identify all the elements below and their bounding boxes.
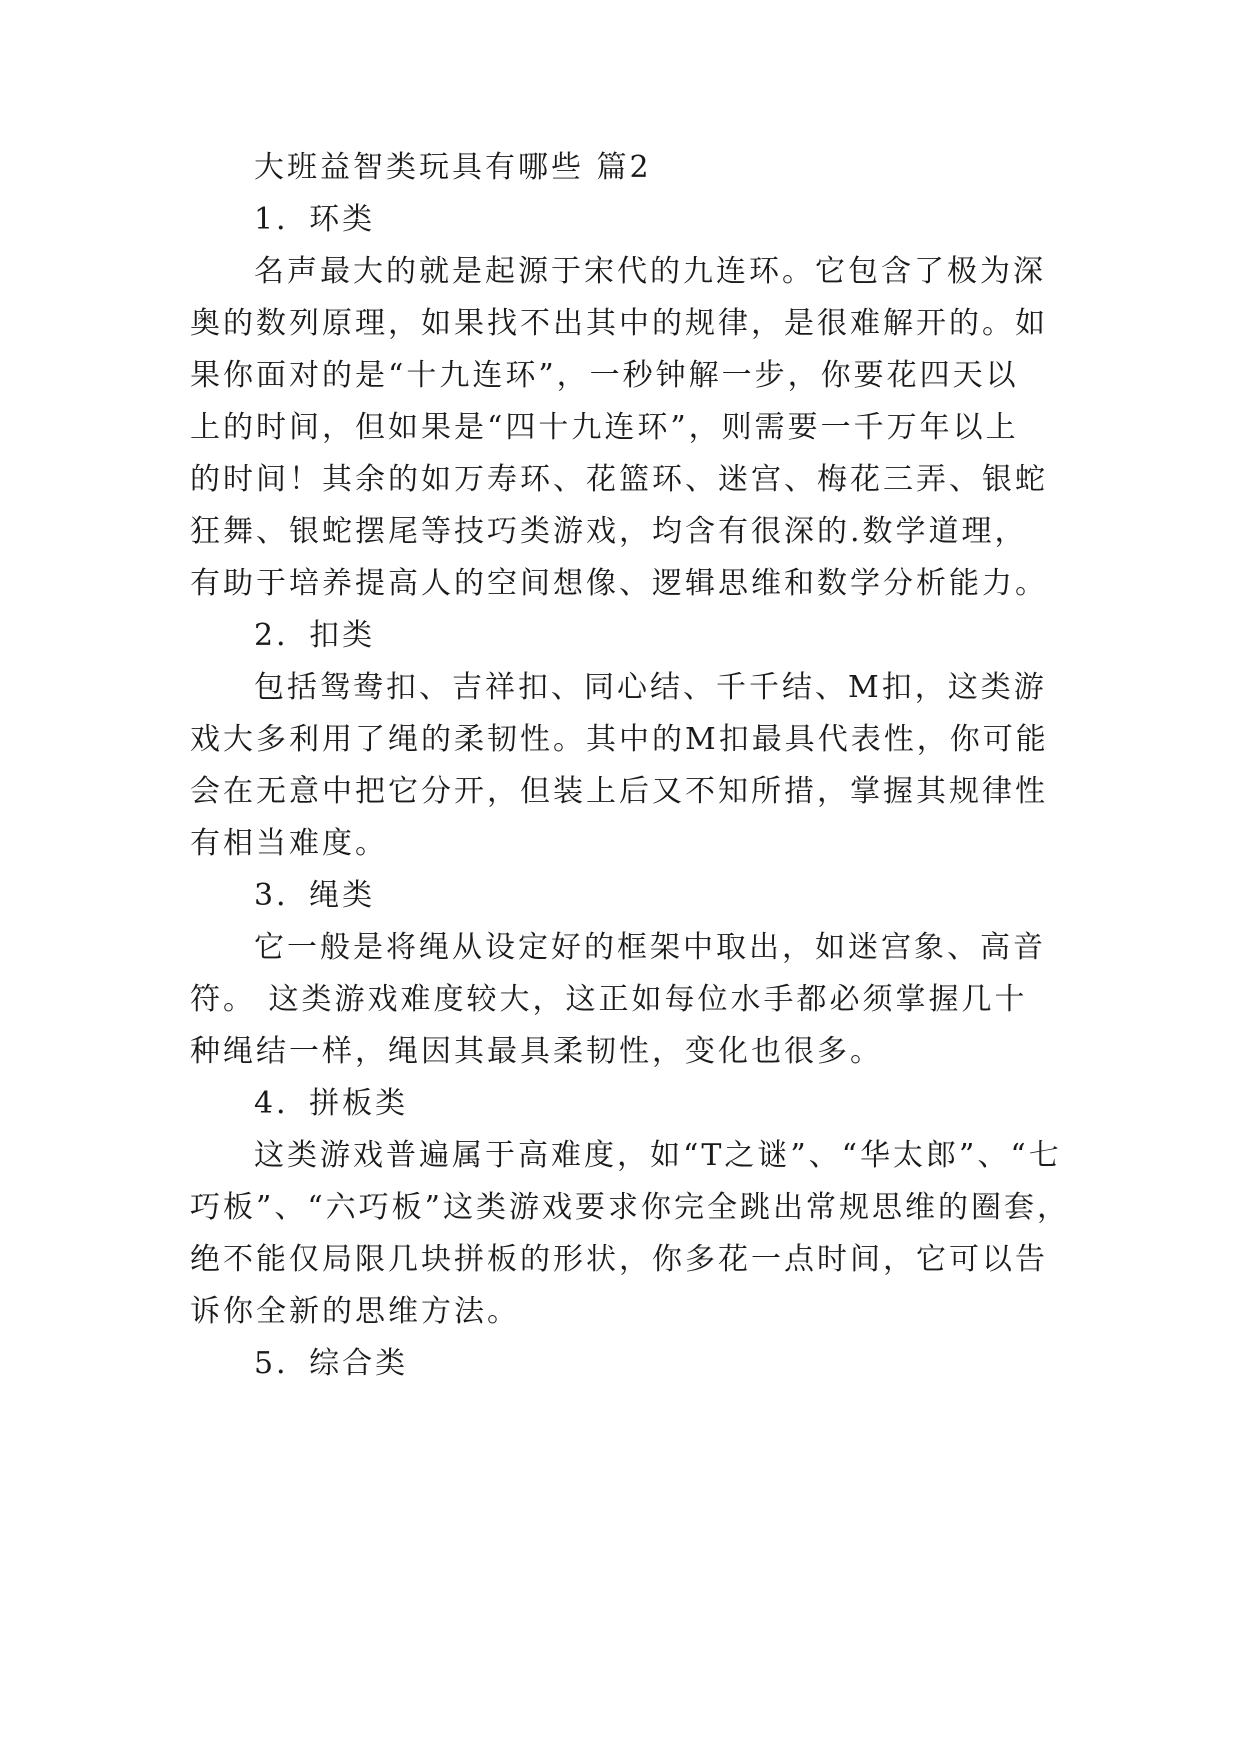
paragraph-line: 它一般是将绳从设定好的框架中取出，如迷宫象、高音 xyxy=(254,930,1046,965)
paragraph-line: 名声最大的就是起源于宋代的九连环。它包含了极为深 xyxy=(254,254,1046,289)
paragraph-line: 种绳结一样，绳因其最具柔韧性，变化也很多。 xyxy=(190,1034,883,1069)
paragraph-line: 会在无意中把它分开，但装上后又不知所措，掌握其规律性 xyxy=(190,774,1048,809)
paragraph-line: 有助于培养提高人的空间想像、逻辑思维和数学分析能力。 xyxy=(190,566,1048,601)
document-title: 大班益智类玩具有哪些 篇2 xyxy=(254,150,652,185)
paragraph-line: 戏大多利用了绳的柔韧性。其中的M扣最具代表性，你可能 xyxy=(190,722,1049,757)
paragraph-line: 绝不能仅局限几块拼板的形状，你多花一点时间，它可以告 xyxy=(190,1242,1048,1277)
section-heading-3: 3．绳类 xyxy=(254,878,376,913)
paragraph-line: 这类游戏普遍属于高难度，如“T之谜”、“华太郎”、“七 xyxy=(254,1138,1062,1173)
paragraph-line: 果你面对的是“十九连环”，一秒钟解一步，你要花四天以 xyxy=(190,358,1019,393)
section-heading-5: 5．综合类 xyxy=(254,1346,409,1381)
section-heading-2: 2．扣类 xyxy=(254,618,376,653)
paragraph-line: 奥的数列原理，如果找不出其中的规律，是很难解开的。如 xyxy=(190,306,1048,341)
paragraph-line: 狂舞、银蛇摆尾等技巧类游戏，均含有很深的.数学道理， xyxy=(190,514,1028,549)
paragraph-line: 的时间！其余的如万寿环、花篮环、迷宫、梅花三弄、银蛇 xyxy=(190,462,1048,497)
paragraph-line: 巧板”、“六巧板”这类游戏要求你完全跳出常规思维的圈套， xyxy=(190,1190,1071,1225)
paragraph-line: 符。 这类游戏难度较大，这正如每位水手都必须掌握几十 xyxy=(190,982,1028,1017)
paragraph-line: 有相当难度。 xyxy=(190,826,388,861)
section-heading-4: 4．拼板类 xyxy=(254,1086,409,1121)
section-heading-1: 1．环类 xyxy=(254,202,376,237)
paragraph-line: 诉你全新的思维方法。 xyxy=(190,1294,520,1329)
paragraph-line: 上的时间，但如果是“四十九连环”，则需要一千万年以上 xyxy=(190,410,1019,445)
paragraph-line: 包括鸳鸯扣、吉祥扣、同心结、千千结、M扣，这类游 xyxy=(254,670,1047,705)
